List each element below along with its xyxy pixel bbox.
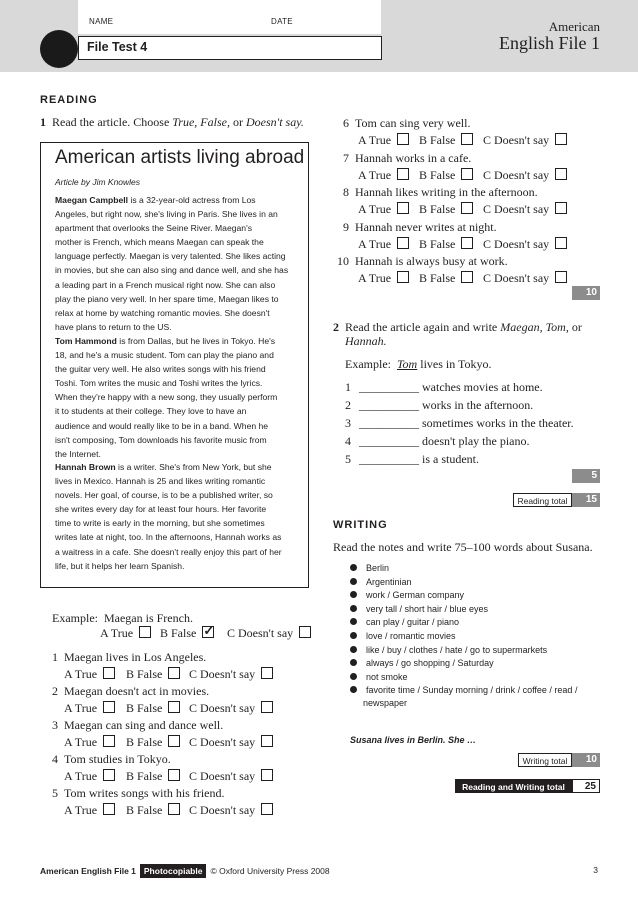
note-text: not smoke bbox=[366, 671, 408, 682]
line-text: in movies, but she can also sing and dance well, and she has bbox=[55, 265, 289, 276]
option-label: B False bbox=[419, 133, 456, 147]
option-label: C Doesn't say bbox=[483, 271, 550, 285]
title-circle bbox=[40, 30, 78, 68]
question-10 bbox=[335, 254, 508, 269]
question-number: 8 bbox=[343, 185, 349, 199]
example-checkbox-a[interactable] bbox=[139, 626, 151, 638]
example-option-c bbox=[227, 626, 311, 641]
answer-checkbox[interactable] bbox=[397, 168, 409, 180]
line-text: is from Dallas, but he lives in Tokyo. He's bbox=[116, 336, 276, 346]
answer-checkbox[interactable] bbox=[397, 237, 409, 249]
note-text: can play / guitar / piano bbox=[366, 617, 460, 628]
line-text: Angeles, but right now, she's living in Paris. She lives in an bbox=[55, 209, 278, 220]
question-text: Hannah never writes at night. bbox=[355, 219, 497, 234]
option-label: A True bbox=[64, 769, 98, 783]
example-checkbox-b[interactable] bbox=[202, 623, 215, 638]
question-number: 10 bbox=[337, 254, 349, 268]
line-text: the Internet. bbox=[55, 448, 101, 459]
option-label: B False bbox=[419, 202, 456, 216]
question-text: Hannah works in a cafe. bbox=[355, 150, 472, 165]
example-text: Maegan is French. bbox=[103, 611, 193, 625]
bullet-icon bbox=[350, 564, 357, 571]
footer-copyright: © Oxford University Press 2008 bbox=[210, 866, 330, 876]
tick-icon: ✓ bbox=[203, 623, 215, 638]
note-item bbox=[350, 645, 547, 655]
q2-item-number: 1 bbox=[345, 380, 351, 394]
example-opt-b-label: B False bbox=[160, 626, 197, 640]
line-text: the guitar very well. He also writes songs with his friend bbox=[55, 364, 266, 375]
article-line bbox=[55, 376, 300, 390]
person-name: Hannah Brown bbox=[55, 462, 116, 472]
question-1 bbox=[50, 650, 206, 665]
question-4 bbox=[50, 752, 171, 767]
article-line bbox=[55, 447, 300, 461]
article-line bbox=[55, 530, 300, 544]
q1-instr-ds: Doesn't say. bbox=[245, 115, 304, 129]
date-label: DATE bbox=[271, 17, 293, 26]
option-a bbox=[64, 701, 115, 716]
line-text: Toshi. Tom writes the music and Toshi writes the lyrics. bbox=[55, 378, 263, 389]
writing-total-label: Writing total bbox=[518, 753, 572, 767]
q1-instruction bbox=[40, 115, 304, 130]
line-text: is a 32-year-old actress from Los bbox=[128, 195, 256, 205]
article-line bbox=[55, 474, 300, 488]
note-continuation: newspaper bbox=[363, 698, 408, 708]
q2-item-blank[interactable]: __________ bbox=[359, 380, 419, 394]
question-number: 5 bbox=[52, 786, 58, 800]
question-3 bbox=[50, 718, 223, 733]
example-option-a bbox=[100, 626, 151, 641]
article-line bbox=[55, 235, 300, 249]
q2-item-number: 5 bbox=[345, 452, 351, 466]
article-line bbox=[55, 502, 300, 516]
bullet-icon bbox=[350, 632, 357, 639]
option-label: B False bbox=[126, 769, 163, 783]
option-label: A True bbox=[64, 667, 98, 681]
question-number: 1 bbox=[52, 650, 58, 664]
page-number: 3 bbox=[593, 865, 598, 875]
answer-checkbox[interactable] bbox=[103, 769, 115, 781]
article-line bbox=[55, 559, 300, 573]
q2-instruction-last bbox=[345, 334, 387, 349]
line-text: is a writer. She's from New York, but she bbox=[115, 462, 272, 472]
answer-checkbox[interactable] bbox=[397, 271, 409, 283]
option-label: B False bbox=[126, 701, 163, 715]
option-c bbox=[483, 202, 567, 217]
q2-item-3 bbox=[345, 416, 574, 431]
option-c bbox=[189, 735, 273, 750]
article-line bbox=[55, 460, 300, 474]
line-text: a leading part in a French musical right now. She can also bbox=[55, 279, 276, 290]
q2-instr-last: Hannah. bbox=[345, 334, 387, 348]
question-number: 4 bbox=[52, 752, 58, 766]
option-label: C Doesn't say bbox=[189, 769, 256, 783]
example-checkbox-c[interactable] bbox=[299, 626, 311, 638]
line-text: language perfectly. Maegan is very talented. She likes acting bbox=[55, 251, 286, 262]
option-b bbox=[126, 735, 180, 750]
question-text: Tom writes songs with his friend. bbox=[64, 786, 225, 800]
example-opt-a-label: A True bbox=[100, 626, 134, 640]
article-line bbox=[55, 278, 300, 292]
line-text: When they're happy with a new song, they usually perform bbox=[55, 392, 278, 403]
line-text: have plans to return to the US. bbox=[55, 321, 172, 332]
option-a bbox=[358, 133, 409, 148]
question-2 bbox=[50, 684, 209, 699]
article-line bbox=[55, 516, 300, 530]
article-line bbox=[55, 334, 300, 348]
option-label: C Doesn't say bbox=[483, 133, 550, 147]
article-line bbox=[55, 193, 300, 207]
note-item bbox=[350, 604, 488, 614]
answer-checkbox[interactable] bbox=[555, 202, 567, 214]
note-text: Berlin bbox=[366, 563, 390, 573]
article-line bbox=[55, 306, 300, 320]
option-c bbox=[189, 803, 273, 818]
article-line bbox=[55, 249, 300, 263]
article-line bbox=[55, 263, 300, 277]
q2-instr-pre: Read the article again and write bbox=[345, 320, 501, 334]
option-a bbox=[64, 769, 115, 784]
footer-left bbox=[40, 864, 330, 878]
q1-instr-or: or bbox=[229, 115, 246, 129]
option-label: B False bbox=[126, 667, 163, 681]
q2-number: 2 bbox=[333, 320, 339, 334]
option-a bbox=[358, 202, 409, 217]
article-line bbox=[55, 221, 300, 235]
option-b bbox=[419, 237, 473, 252]
option-c bbox=[189, 701, 273, 716]
option-b bbox=[126, 769, 180, 784]
answer-checkbox[interactable] bbox=[103, 701, 115, 713]
q2-score: 5 bbox=[572, 469, 600, 483]
option-label: A True bbox=[64, 701, 98, 715]
article-line bbox=[55, 419, 300, 433]
answer-checkbox[interactable] bbox=[397, 202, 409, 214]
article-line bbox=[55, 488, 300, 502]
q1-score: 10 bbox=[572, 286, 600, 300]
question-number: 9 bbox=[343, 219, 349, 234]
line-text: writes late at night, too. In the afternoons, Hannah works as bbox=[55, 532, 282, 543]
example-label bbox=[52, 611, 193, 626]
q2-instr-or: or bbox=[568, 320, 582, 334]
q2-item-text: watches movies at home. bbox=[419, 380, 543, 394]
q2-item-blank[interactable]: __________ bbox=[359, 398, 419, 412]
answer-checkbox[interactable] bbox=[261, 667, 273, 679]
option-b bbox=[126, 701, 180, 716]
note-item bbox=[350, 672, 408, 682]
answer-checkbox[interactable] bbox=[261, 735, 273, 747]
answer-checkbox[interactable] bbox=[103, 735, 115, 747]
option-label: B False bbox=[419, 167, 456, 182]
article-title: American artists living abroad bbox=[55, 147, 305, 168]
brand-small: American bbox=[548, 19, 600, 34]
option-a bbox=[358, 237, 409, 252]
article-line bbox=[55, 433, 300, 447]
note-text: very tall / short hair / blue eyes bbox=[366, 603, 489, 614]
q2-example bbox=[345, 357, 492, 372]
option-c bbox=[189, 667, 273, 682]
note-item bbox=[350, 685, 577, 695]
question-number: 7 bbox=[343, 150, 349, 165]
q2-example-answer: Tom bbox=[396, 357, 418, 371]
question-text: Maegan can sing and dance well. bbox=[64, 718, 224, 732]
rw-total-label: Reading and Writing total bbox=[455, 779, 572, 793]
reading-total-label: Reading total bbox=[513, 493, 572, 507]
article-paragraph-hannah bbox=[55, 460, 300, 573]
bullet-icon bbox=[350, 578, 357, 585]
article-line bbox=[55, 348, 300, 362]
answer-checkbox[interactable] bbox=[261, 769, 273, 781]
photocopiable-badge: Photocopiable bbox=[140, 864, 207, 878]
option-label: C Doesn't say bbox=[483, 167, 550, 182]
question-text: Tom studies in Tokyo. bbox=[64, 752, 171, 766]
example-option-b bbox=[160, 623, 215, 641]
line-text: lives in Mexico. Hannah is 25 and likes writing romantic bbox=[55, 476, 266, 487]
bullet-icon bbox=[350, 646, 357, 653]
note-item bbox=[350, 631, 456, 641]
answer-checkbox[interactable] bbox=[461, 133, 473, 145]
option-a bbox=[64, 667, 115, 682]
q2-item-number: 3 bbox=[345, 416, 351, 430]
answer-checkbox[interactable] bbox=[261, 701, 273, 713]
article-line bbox=[55, 207, 300, 221]
answer-checkbox[interactable] bbox=[168, 701, 180, 713]
article-paragraph-tom bbox=[55, 334, 300, 461]
line-text: play the piano very well. In her spare time, Maegan likes to bbox=[55, 293, 279, 304]
line-text: 18, and he's a music student. Tom can play the piano and bbox=[55, 350, 274, 361]
option-b bbox=[419, 168, 473, 183]
option-label: C Doesn't say bbox=[483, 236, 550, 251]
line-text: mother is French, which means Maegan can speak the bbox=[55, 237, 264, 248]
reading-total-score: 15 bbox=[572, 493, 600, 507]
person-name: Tom Hammond bbox=[55, 336, 117, 346]
q2-example-label: Example: bbox=[345, 357, 391, 371]
note-item bbox=[350, 658, 494, 668]
q2-example-rest: lives in Tokyo. bbox=[417, 357, 492, 371]
reading-heading: READING bbox=[40, 94, 98, 106]
name-date-strip bbox=[78, 0, 381, 34]
q2-item-text: doesn't play the piano. bbox=[419, 434, 530, 448]
bullet-icon bbox=[350, 659, 357, 666]
question-8 bbox=[335, 185, 538, 200]
option-label: B False bbox=[126, 803, 163, 817]
option-c bbox=[189, 769, 273, 784]
bullet-icon bbox=[350, 618, 357, 625]
note-item bbox=[350, 577, 412, 587]
option-label: C Doesn't say bbox=[189, 803, 256, 817]
line-text: a waitress in a cafe. She doesn't really enjoy this part of her bbox=[55, 546, 282, 557]
option-label: A True bbox=[358, 133, 392, 147]
question-number: 6 bbox=[343, 116, 349, 130]
line-text: it to students at their college. They love to have an bbox=[55, 406, 247, 417]
question-text: Maegan doesn't act in movies. bbox=[64, 684, 210, 698]
answer-checkbox[interactable] bbox=[555, 168, 567, 180]
question-text: Hannah is always busy at work. bbox=[355, 254, 508, 268]
article-paragraph-maegan bbox=[55, 193, 300, 334]
option-label: A True bbox=[64, 803, 98, 817]
answer-checkbox[interactable] bbox=[103, 667, 115, 679]
rw-total-score: 25 bbox=[572, 779, 600, 793]
name-label: NAME bbox=[89, 17, 114, 26]
note-text: always / go shopping / Saturday bbox=[366, 658, 494, 669]
option-b bbox=[419, 271, 473, 286]
answer-checkbox[interactable] bbox=[555, 133, 567, 145]
question-text: Hannah likes writing in the afternoon. bbox=[355, 185, 538, 199]
option-b bbox=[126, 667, 180, 682]
q2-item-blank[interactable]: __________ bbox=[359, 416, 419, 430]
line-text: life, but it helps her learn Spanish. bbox=[55, 560, 185, 571]
q2-item-number: 2 bbox=[345, 398, 351, 412]
q2-item-1 bbox=[345, 380, 543, 395]
option-label: C Doesn't say bbox=[189, 667, 256, 681]
q2-item-text: is a student. bbox=[419, 452, 479, 466]
question-text: Tom can sing very well. bbox=[355, 116, 471, 130]
question-text: Maegan lives in Los Angeles. bbox=[64, 650, 207, 664]
line-text: apartment that overlooks the Seine River. Maegan's bbox=[55, 223, 253, 234]
option-a bbox=[358, 271, 409, 286]
note-item bbox=[350, 617, 459, 627]
q2-item-4 bbox=[345, 434, 529, 449]
q2-item-2 bbox=[345, 398, 533, 413]
answer-checkbox[interactable] bbox=[168, 735, 180, 747]
test-title: File Test 4 bbox=[87, 40, 148, 54]
answer-checkbox[interactable] bbox=[103, 803, 115, 815]
option-b bbox=[419, 202, 473, 217]
bullet-icon bbox=[350, 591, 357, 598]
q2-instruction bbox=[333, 320, 582, 335]
article-line bbox=[55, 545, 300, 559]
option-label: B False bbox=[126, 735, 163, 749]
line-text: audience and would really like to be in a band. When he bbox=[55, 420, 269, 431]
q2-item-5 bbox=[345, 452, 479, 467]
writing-total-score: 10 bbox=[572, 753, 600, 767]
example-label-text: Example: bbox=[52, 611, 98, 625]
q2-item-text: works in the afternoon. bbox=[419, 398, 534, 412]
q2-item-blank[interactable]: __________ bbox=[359, 452, 419, 466]
option-c bbox=[483, 168, 567, 183]
q2-item-number: 4 bbox=[345, 434, 351, 448]
option-label: B False bbox=[419, 271, 456, 285]
line-text: relax at home by watching romantic movies. She doesn't bbox=[55, 307, 270, 318]
article-line bbox=[55, 404, 300, 418]
q2-item-blank[interactable]: __________ bbox=[359, 434, 419, 448]
note-item bbox=[350, 590, 464, 600]
note-item bbox=[350, 563, 389, 573]
bullet-icon bbox=[350, 686, 357, 693]
answer-checkbox[interactable] bbox=[168, 803, 180, 815]
answer-checkbox[interactable] bbox=[555, 271, 567, 283]
option-c bbox=[483, 133, 567, 148]
question-number: 2 bbox=[52, 684, 58, 698]
answer-checkbox[interactable] bbox=[461, 271, 473, 283]
bullet-icon bbox=[350, 673, 357, 680]
option-c bbox=[483, 271, 567, 286]
answer-checkbox[interactable] bbox=[461, 168, 473, 180]
line-text: novels. Her goal, of course, is to be a published writer, so bbox=[55, 490, 273, 501]
writing-starter: Susana lives in Berlin. She … bbox=[350, 735, 477, 745]
article-line bbox=[55, 390, 300, 404]
option-label: C Doesn't say bbox=[483, 202, 550, 216]
q2-instr-names: Maegan, Tom, bbox=[500, 320, 569, 334]
option-a bbox=[358, 168, 409, 183]
bullet-icon bbox=[350, 605, 357, 612]
option-c bbox=[483, 237, 567, 252]
answer-checkbox[interactable] bbox=[397, 133, 409, 145]
writing-instruction: Read the notes and write 75–100 words about Susana. bbox=[333, 540, 593, 554]
question-5 bbox=[50, 786, 224, 801]
person-name: Maegan Campbell bbox=[55, 195, 129, 205]
article-line bbox=[55, 362, 300, 376]
option-label: C Doesn't say bbox=[189, 735, 256, 749]
example-opt-c-label: C Doesn't say bbox=[227, 626, 294, 640]
q1-instr-pre: Read the article. Choose bbox=[52, 115, 173, 129]
option-label: A True bbox=[358, 271, 392, 285]
note-text: Argentinian bbox=[366, 576, 412, 587]
answer-checkbox[interactable] bbox=[555, 237, 567, 249]
answer-checkbox[interactable] bbox=[261, 803, 273, 815]
question-number: 3 bbox=[52, 718, 58, 732]
option-label: C Doesn't say bbox=[189, 701, 256, 715]
answer-checkbox[interactable] bbox=[461, 237, 473, 249]
line-text: time to write is early in the morning, but she sometimes bbox=[55, 518, 265, 529]
writing-heading: WRITING bbox=[333, 519, 388, 531]
answer-checkbox[interactable] bbox=[168, 769, 180, 781]
option-label: B False bbox=[419, 236, 456, 251]
note-text: love / romantic movies bbox=[366, 631, 456, 641]
brand-title: English File 1 bbox=[498, 33, 600, 53]
q1-number: 1 bbox=[40, 115, 46, 129]
article-byline: Article by Jim Knowles bbox=[55, 177, 141, 187]
article-line bbox=[55, 292, 300, 306]
answer-checkbox[interactable] bbox=[168, 667, 180, 679]
option-label: A True bbox=[358, 167, 392, 182]
q1-instr-opts: True, False, bbox=[172, 115, 230, 129]
q2-item-text: sometimes works in the theater. bbox=[419, 416, 574, 430]
line-text: isn't composing, Tom downloads his favorite music from bbox=[55, 434, 267, 445]
line-text: she writes every day for at least four hours. Her favorite bbox=[55, 504, 267, 515]
option-a bbox=[64, 735, 115, 750]
option-label: A True bbox=[64, 735, 98, 749]
option-label: A True bbox=[358, 202, 392, 216]
option-b bbox=[126, 803, 180, 818]
question-6 bbox=[335, 116, 470, 131]
article-line bbox=[55, 320, 300, 334]
option-a bbox=[64, 803, 115, 818]
note-text: like / buy / clothes / hate / go to supermarkets bbox=[366, 644, 548, 655]
option-b bbox=[419, 133, 473, 148]
question-9 bbox=[335, 220, 497, 235]
option-label: A True bbox=[358, 236, 392, 251]
footer-book: American English File 1 bbox=[40, 866, 136, 876]
note-text: favorite time / Sunday morning / drink / coffee / read / bbox=[366, 685, 578, 696]
note-text: work / German company bbox=[366, 590, 465, 601]
answer-checkbox[interactable] bbox=[461, 202, 473, 214]
question-7 bbox=[335, 151, 471, 166]
